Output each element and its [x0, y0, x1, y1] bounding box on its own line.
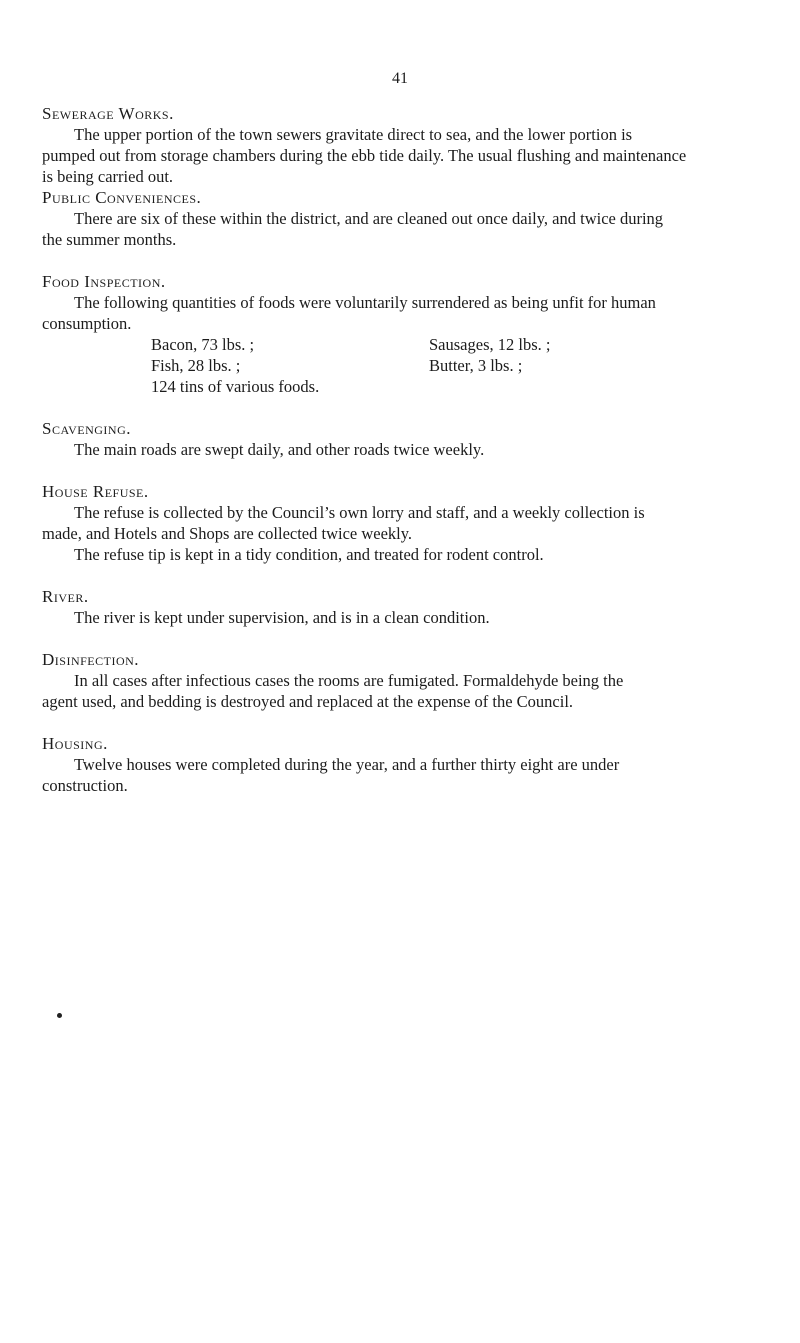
paragraph-line: agent used, and bedding is destroyed and replaced at the expense of the Council. [42, 692, 574, 711]
food-item-tins: 124 tins of various foods. [151, 377, 320, 396]
paragraph-line: made, and Hotels and Shops are collected twice weekly. [42, 524, 413, 543]
section-heading: River. [42, 587, 89, 606]
section-public-conveniences [42, 187, 770, 250]
section-heading: Scavenging. [42, 419, 131, 438]
bullet-dot-icon [57, 1013, 62, 1018]
paragraph-line: The main roads are swept daily, and other roads twice weekly. [74, 440, 485, 459]
section-food-inspection [42, 271, 770, 397]
section-scavenging [42, 418, 770, 460]
paragraph-line: There are six of these within the district, and are cleaned out once daily, and twice during [74, 209, 664, 228]
paragraph-line: is being carried out. [42, 167, 174, 186]
section-disinfection [42, 649, 770, 712]
section-heading: Sewerage Works. [42, 104, 174, 123]
paragraph-line: consumption. [42, 314, 132, 333]
paragraph-line: The upper portion of the town sewers gravitate direct to sea, and the lower portion is [74, 125, 633, 144]
paragraph-line: construction. [42, 776, 128, 795]
document-body [42, 103, 770, 796]
page-number: 41 [392, 70, 408, 87]
section-house-refuse [42, 481, 770, 565]
food-item-fish: Fish, 28 lbs. ; [151, 356, 241, 375]
food-items-list [151, 334, 671, 397]
section-heading: Public Conveniences. [42, 188, 202, 207]
paragraph-line: The following quantities of foods were voluntarily surrendered as being unfit for human [74, 293, 656, 312]
paragraph-line: In all cases after infectious cases the rooms are fumigated. Formaldehyde being the [74, 671, 624, 690]
paragraph-line: pumped out from storage chambers during the ebb tide daily. The usual flushing and maintenance [42, 146, 687, 165]
paragraph-line: Twelve houses were completed during the year, and a further thirty eight are under [74, 755, 620, 774]
section-sewerage-works [42, 103, 770, 187]
section-river [42, 586, 770, 628]
food-item-sausages: Sausages, 12 lbs. ; [429, 335, 551, 354]
food-item-bacon: Bacon, 73 lbs. ; [151, 335, 255, 354]
paragraph-line: The refuse tip is kept in a tidy condition, and treated for rodent control. [74, 545, 544, 564]
paragraph-line: the summer months. [42, 230, 177, 249]
section-housing [42, 733, 770, 796]
paragraph-line: The refuse is collected by the Council’s own lorry and staff, and a weekly collection is [74, 503, 645, 522]
section-heading: Disinfection. [42, 650, 140, 669]
paragraph-line: The river is kept under supervision, and is in a clean condition. [74, 608, 490, 627]
section-heading: House Refuse. [42, 482, 149, 501]
food-item-butter: Butter, 3 lbs. ; [429, 356, 523, 375]
section-heading: Food Inspection. [42, 272, 166, 291]
section-heading: Housing. [42, 734, 108, 753]
